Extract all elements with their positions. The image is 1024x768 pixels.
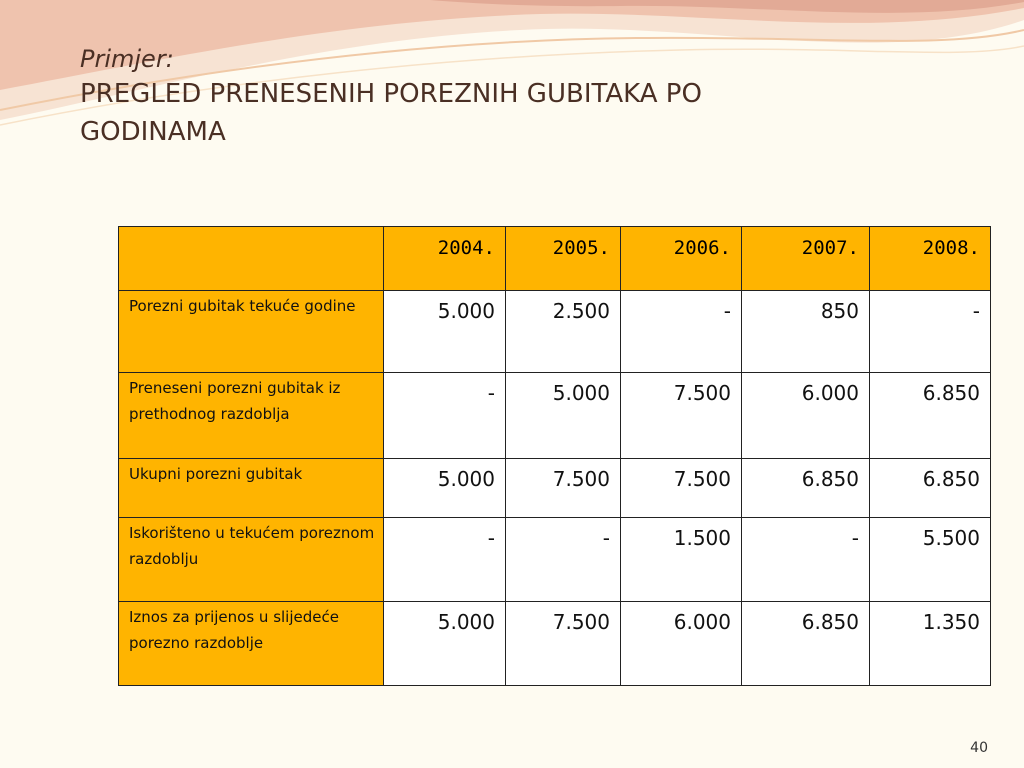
title-example-label: Primjer:	[80, 45, 174, 73]
table-cell: 5.000	[506, 373, 621, 459]
row-label: Iznos za prijenos u slijedeće porezno razdoblje	[119, 602, 384, 686]
table-cell: 6.000	[742, 373, 870, 459]
tax-loss-table-container	[118, 226, 990, 686]
table-cell: 7.500	[506, 602, 621, 686]
year-header: 2004.	[384, 227, 506, 291]
table-corner-cell	[119, 227, 384, 291]
table-row	[119, 518, 991, 602]
table-header-row	[119, 227, 991, 291]
year-header: 2007.	[742, 227, 870, 291]
table-cell: 5.000	[384, 602, 506, 686]
tax-loss-table	[118, 226, 991, 686]
table-cell: -	[506, 518, 621, 602]
title-line-2: GODINAMA	[80, 117, 226, 147]
year-header: 2006.	[621, 227, 742, 291]
table-cell: 6.000	[621, 602, 742, 686]
year-header: 2005.	[506, 227, 621, 291]
table-cell: -	[621, 291, 742, 373]
title-line-1: PREGLED PRENESENIH POREZNIH GUBITAKA PO	[80, 79, 702, 109]
table-cell: 850	[742, 291, 870, 373]
page-number: 40	[970, 740, 988, 756]
slide-title	[80, 44, 880, 150]
table-cell: 5.500	[870, 518, 991, 602]
year-header: 2008.	[870, 227, 991, 291]
row-label: Preneseni porezni gubitak iz prethodnog razdoblja	[119, 373, 384, 459]
table-row	[119, 373, 991, 459]
table-cell: 6.850	[870, 459, 991, 518]
table-cell: 5.000	[384, 459, 506, 518]
table-cell: 7.500	[621, 459, 742, 518]
table-cell: 6.850	[870, 373, 991, 459]
table-cell: 7.500	[506, 459, 621, 518]
table-cell: 6.850	[742, 459, 870, 518]
table-row	[119, 291, 991, 373]
table-cell: -	[384, 518, 506, 602]
table-cell: 1.500	[621, 518, 742, 602]
table-cell: 2.500	[506, 291, 621, 373]
row-label: Ukupni porezni gubitak	[119, 459, 384, 518]
table-cell: 6.850	[742, 602, 870, 686]
row-label: Porezni gubitak tekuće godine	[119, 291, 384, 373]
table-cell: 1.350	[870, 602, 991, 686]
table-row	[119, 459, 991, 518]
table-row	[119, 602, 991, 686]
table-cell: 7.500	[621, 373, 742, 459]
table-cell: -	[870, 291, 991, 373]
row-label: Iskorišteno u tekućem poreznom razdoblju	[119, 518, 384, 602]
table-cell: 5.000	[384, 291, 506, 373]
table-cell: -	[384, 373, 506, 459]
table-cell: -	[742, 518, 870, 602]
